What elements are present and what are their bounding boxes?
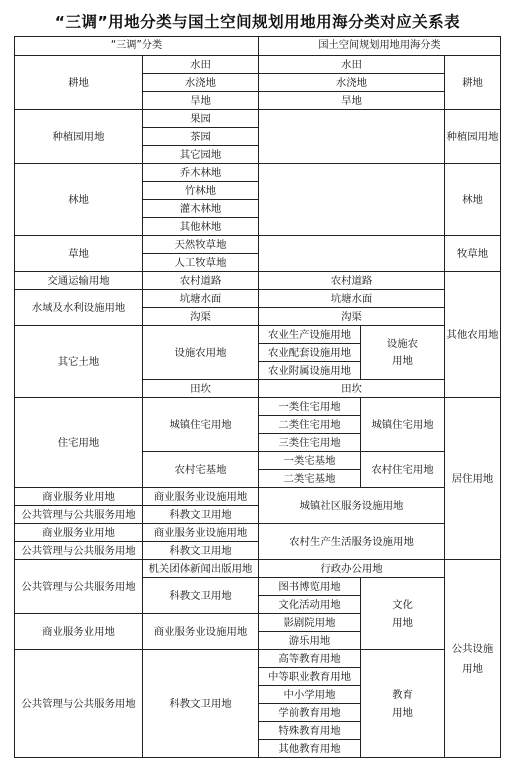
right-cell: 水田 bbox=[259, 56, 445, 74]
sub-cell: 旱地 bbox=[143, 92, 259, 110]
group-cell: 公共管理与公共服务用地 bbox=[15, 560, 143, 614]
group-cell: 其它土地 bbox=[15, 326, 143, 398]
table-row bbox=[15, 110, 501, 128]
right-cell: 城镇社区服务设施用地 bbox=[259, 488, 445, 524]
group-cell: 种植园用地 bbox=[15, 110, 143, 164]
sub-cell: 科教文卫用地 bbox=[143, 578, 259, 614]
header-guotu: 国土空间规划用地用海分类 bbox=[259, 37, 501, 56]
page-title: “三调”用地分类与国土空间规划用地用海分类对应关系表 bbox=[54, 13, 461, 31]
sub-cell: 其它园地 bbox=[143, 146, 259, 164]
right-cell: 农业生产设施用地 bbox=[259, 326, 361, 344]
group-cell: 草地 bbox=[15, 236, 143, 272]
right-group-cell: 牧草地 bbox=[445, 236, 501, 272]
right-cell: 农业配套设施用地 bbox=[259, 344, 361, 362]
table-row bbox=[15, 560, 501, 578]
sub-cell: 水浇地 bbox=[143, 74, 259, 92]
right-cell: 影剧院用地 bbox=[259, 614, 361, 632]
right-cell: 一类宅基地 bbox=[259, 452, 361, 470]
sub-cell: 商业服务业设施用地 bbox=[143, 614, 259, 650]
right-group-cell: 种植园用地 bbox=[445, 110, 501, 164]
table-row bbox=[15, 236, 501, 254]
right-empty-cell bbox=[259, 110, 445, 164]
table-row bbox=[15, 488, 501, 506]
group-cell: 林地 bbox=[15, 164, 143, 236]
sub-cell: 农村宅基地 bbox=[143, 452, 259, 488]
group-cell: 水域及水利设施用地 bbox=[15, 290, 143, 326]
sub-cell: 水田 bbox=[143, 56, 259, 74]
table-row bbox=[15, 524, 501, 542]
sub-cell: 城镇住宅用地 bbox=[143, 398, 259, 452]
right-empty-cell bbox=[259, 164, 445, 236]
right-cell: 学前教育用地 bbox=[259, 704, 361, 722]
header-sandiao: “三调”分类 bbox=[15, 37, 259, 56]
sub-cell: 沟渠 bbox=[143, 308, 259, 326]
right-cell: 行政办公用地 bbox=[259, 560, 445, 578]
right-mid-cell: 农村住宅用地 bbox=[361, 452, 445, 488]
group-cell: 公共管理与公共服务用地 bbox=[15, 650, 143, 758]
right-mid-cell bbox=[361, 650, 445, 758]
right-cell: 旱地 bbox=[259, 92, 445, 110]
right-cell: 三类住宅用地 bbox=[259, 434, 361, 452]
group-cell: 交通运输用地 bbox=[15, 272, 143, 290]
table-row bbox=[15, 272, 501, 290]
sub-cell: 乔木林地 bbox=[143, 164, 259, 182]
right-cell: 图书博览用地 bbox=[259, 578, 361, 596]
group-cell: 商业服务业用地 bbox=[15, 524, 143, 542]
right-cell: 文化活动用地 bbox=[259, 596, 361, 614]
right-mid-cell bbox=[361, 326, 445, 380]
right-cell: 中等职业教育用地 bbox=[259, 668, 361, 686]
group-cell: 住宅用地 bbox=[15, 398, 143, 488]
gonggongsheshi-label: 公共设施用地 bbox=[451, 642, 494, 675]
table-row bbox=[15, 290, 501, 308]
wenhua-label: 文化用地 bbox=[392, 598, 413, 629]
sub-cell: 科教文卫用地 bbox=[143, 542, 259, 560]
right-cell: 中小学用地 bbox=[259, 686, 361, 704]
sub-cell: 科教文卫用地 bbox=[143, 650, 259, 758]
table-row bbox=[15, 326, 501, 344]
right-cell: 二类住宅用地 bbox=[259, 416, 361, 434]
jiaoyu-label: 教育用地 bbox=[392, 688, 413, 719]
group-cell: 公共管理与公共服务用地 bbox=[15, 542, 143, 560]
right-cell: 农村道路 bbox=[259, 272, 445, 290]
sub-cell: 人工牧草地 bbox=[143, 254, 259, 272]
right-cell: 其他教育用地 bbox=[259, 740, 361, 758]
right-cell: 特殊教育用地 bbox=[259, 722, 361, 740]
sub-cell: 商业服务业设施用地 bbox=[143, 524, 259, 542]
right-cell: 二类宅基地 bbox=[259, 470, 361, 488]
sub-cell: 农村道路 bbox=[143, 272, 259, 290]
group-cell: 商业服务业用地 bbox=[15, 614, 143, 650]
table-row bbox=[15, 650, 501, 668]
sub-cell: 商业服务业设施用地 bbox=[143, 488, 259, 506]
sub-cell: 其他林地 bbox=[143, 218, 259, 236]
group-cell: 商业服务业用地 bbox=[15, 488, 143, 506]
sub-cell: 天然牧草地 bbox=[143, 236, 259, 254]
group-cell: 公共管理与公共服务用地 bbox=[15, 506, 143, 524]
group-cell: 耕地 bbox=[15, 56, 143, 110]
right-cell: 游乐用地 bbox=[259, 632, 361, 650]
right-cell: 水浇地 bbox=[259, 74, 445, 92]
right-cell: 坑塘水面 bbox=[259, 290, 445, 308]
right-cell: 农村生产生活服务设施用地 bbox=[259, 524, 445, 560]
table-header-row bbox=[15, 37, 501, 56]
table-row bbox=[15, 398, 501, 416]
sub-cell: 果园 bbox=[143, 110, 259, 128]
sub-cell: 灌木林地 bbox=[143, 200, 259, 218]
right-cell: 高等教育用地 bbox=[259, 650, 361, 668]
right-group-cell: 其他农用地 bbox=[445, 272, 501, 398]
sub-cell: 科教文卫用地 bbox=[143, 506, 259, 524]
right-cell: 农业附属设施用地 bbox=[259, 362, 361, 380]
classification-mapping-table bbox=[14, 36, 501, 758]
right-mid-cell: 城镇住宅用地 bbox=[361, 398, 445, 452]
right-group-cell bbox=[445, 560, 501, 758]
right-cell: 田坎 bbox=[259, 380, 445, 398]
right-cell: 沟渠 bbox=[259, 308, 445, 326]
right-cell: 一类住宅用地 bbox=[259, 398, 361, 416]
sub-cell: 机关团体新闻出版用地 bbox=[143, 560, 259, 578]
right-mid-cell bbox=[361, 578, 445, 650]
sheshi-label: 设施农用地 bbox=[386, 337, 419, 367]
right-group-cell: 耕地 bbox=[445, 56, 501, 110]
sub-cell: 设施农用地 bbox=[143, 326, 259, 380]
table-row bbox=[15, 164, 501, 182]
table-row bbox=[15, 56, 501, 74]
right-group-cell: 居住用地 bbox=[445, 398, 501, 560]
sub-cell: 茶园 bbox=[143, 128, 259, 146]
sub-cell: 竹林地 bbox=[143, 182, 259, 200]
sub-cell: 田坎 bbox=[143, 380, 259, 398]
right-empty-cell bbox=[259, 236, 445, 272]
right-group-cell: 林地 bbox=[445, 164, 501, 236]
sub-cell: 坑塘水面 bbox=[143, 290, 259, 308]
